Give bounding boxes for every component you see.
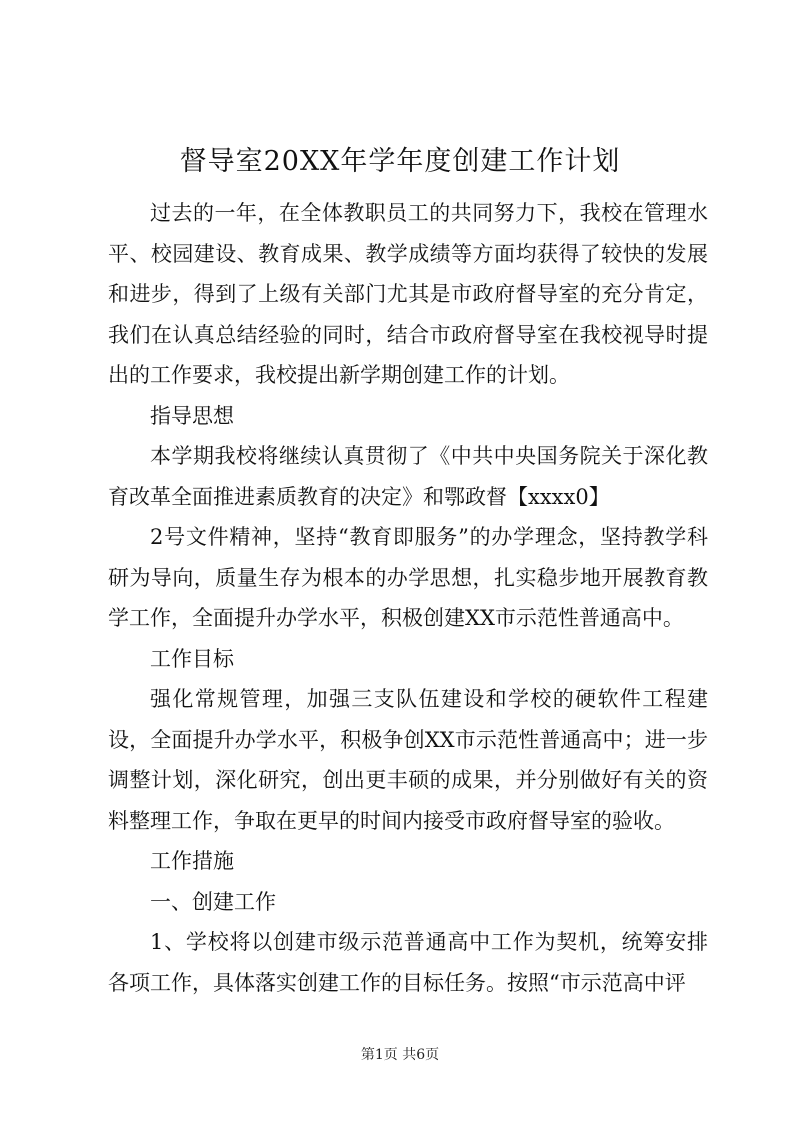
paragraph-guiding-ideology-2: 2号文件精神，坚持“教育即服务”的办学理念，坚持教学科研为导向，质量生存为根本的办学思想，扎实稳步地开展教育教学工作，全面提升办学水平，积极创建XX市示范性普通高中。 — [108, 525, 708, 630]
paragraph-measure-1: 1、学校将以创建市级示范普通高中工作为契机，统筹安排各项工作，具体落实创建工作的目标任务。按照“市示范高中评 — [108, 930, 708, 995]
section-heading-work-goals: 工作目标 — [150, 646, 234, 671]
section-heading-work-measures: 工作措施 — [150, 849, 234, 873]
paragraph-work-goals: 强化常规管理，加强三支队伍建设和学校的硬软件工程建设，全面提升办学水平，积极争创XX市示范性普通高中；进一步调整计划，深化研究，创出更丰硕的成果，并分别做好有关的资料整理工作，争取在更早的时间内接受市政府督导室的验收。 — [108, 687, 708, 833]
section-heading-guiding-ideology: 指导思想 — [150, 403, 234, 428]
document-body — [108, 193, 708, 1003]
document-title: 督导室20XX年学年度创建工作计划 — [179, 146, 621, 177]
page-number-footer: 第1页 共6页 — [360, 1047, 440, 1063]
subsection-heading-creation-work: 一、创建工作 — [150, 889, 276, 914]
paragraph-intro: 过去的一年，在全体教职员工的共同努力下，我校在管理水平、校园建设、教育成果、教学成绩等方面均获得了较快的发展和进步，得到了上级有关部门尤其是市政府督导室的充分肯定，我们在认真总结经验的同时，结合市政府督导室在我校视导时提出的工作要求，我校提出新学期创建工作的计划。 — [108, 201, 708, 387]
paragraph-guiding-ideology-1: 本学期我校将继续认真贯彻了《中共中央国务院关于深化教育改革全面推进素质教育的决定》和鄂政督【xxxx0】 — [108, 444, 708, 509]
